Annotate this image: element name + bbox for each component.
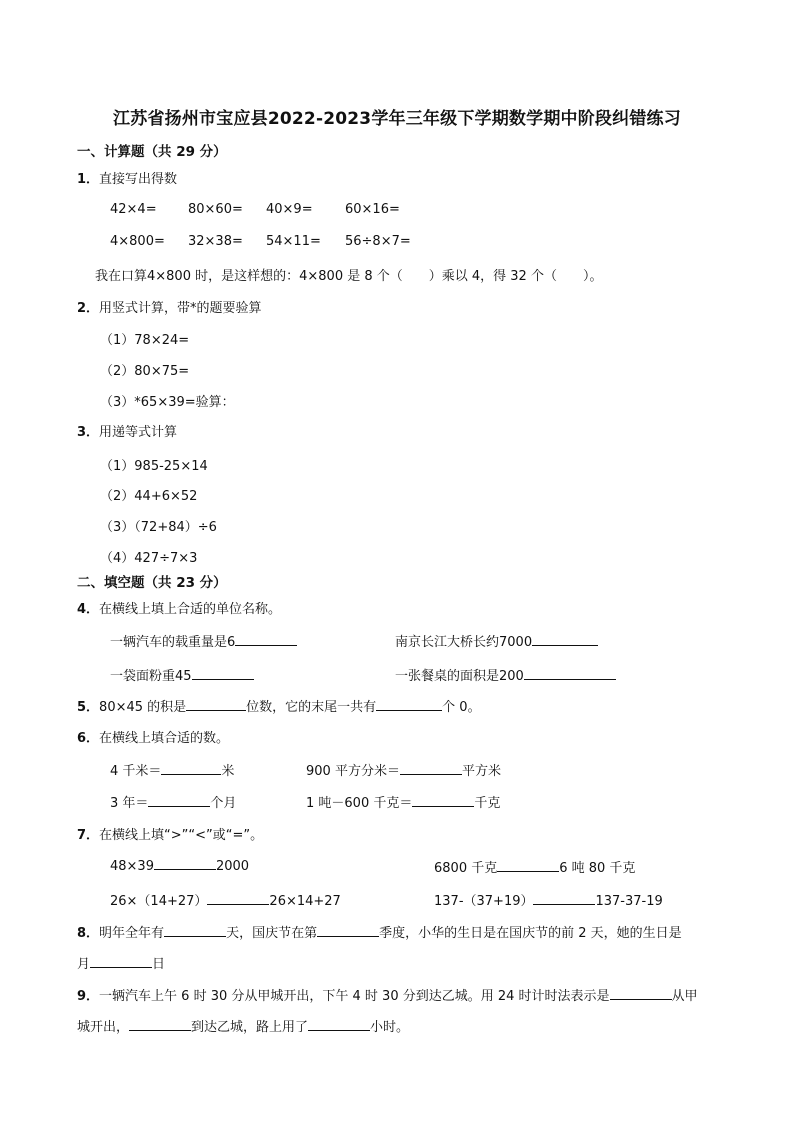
answer-blank[interactable] bbox=[400, 762, 462, 775]
item-text: 一袋面粉重45 bbox=[110, 669, 192, 684]
answer-blank[interactable] bbox=[317, 924, 379, 937]
conversion-item bbox=[306, 760, 501, 779]
question-7 bbox=[77, 824, 263, 843]
conversion-item bbox=[110, 760, 234, 779]
item-text: 6 吨 80 千克 bbox=[559, 861, 636, 876]
answer-blank[interactable] bbox=[161, 762, 221, 775]
unit-fill-item bbox=[395, 631, 598, 650]
question-text: 明年全年有 bbox=[99, 926, 165, 941]
question-number: 5． bbox=[77, 700, 100, 715]
compare-item bbox=[110, 890, 341, 909]
question-2 bbox=[77, 297, 262, 316]
section-heading-fill-in: 二、填空题（共 23 分） bbox=[77, 575, 227, 591]
question-text: 日 bbox=[152, 957, 166, 972]
question-text: 到达乙城，路上用了 bbox=[191, 1020, 309, 1035]
item-text: 千克 bbox=[474, 796, 501, 811]
question-9-continued bbox=[77, 1016, 409, 1035]
question-text: 天，国庆节在第 bbox=[226, 926, 318, 941]
item-text: 4 千米＝ bbox=[110, 764, 162, 779]
item-text: 137-37-19 bbox=[595, 894, 663, 909]
vertical-calc-item: （1）78×24= bbox=[100, 333, 190, 348]
question-text: 一辆汽车上午 6 时 30 分从甲城开出，下午 4 时 30 分到达乙城。用 24 时计时法表示是 bbox=[99, 989, 610, 1004]
oral-calc-item: 80×60= bbox=[188, 202, 243, 217]
stepwise-calc-item: （2）44+6×52 bbox=[100, 489, 198, 504]
question-number: 3． bbox=[77, 425, 100, 440]
answer-blank[interactable] bbox=[129, 1018, 191, 1031]
item-text: 6800 千克 bbox=[434, 861, 498, 876]
question-number: 4． bbox=[77, 602, 100, 617]
question-text: 小时。 bbox=[370, 1020, 410, 1035]
question-text: 月 bbox=[77, 957, 91, 972]
question-number: 8． bbox=[77, 926, 100, 941]
question-8-continued bbox=[77, 953, 165, 972]
answer-blank[interactable] bbox=[497, 859, 559, 872]
item-text: 3 年＝ bbox=[110, 796, 149, 811]
question-text: 在横线上填“>”“<”或“=”。 bbox=[99, 828, 264, 843]
question-text: 用递等式计算 bbox=[99, 425, 178, 440]
answer-blank[interactable] bbox=[164, 924, 226, 937]
answer-blank[interactable] bbox=[148, 794, 210, 807]
question-number: 2． bbox=[77, 301, 100, 316]
question-8 bbox=[77, 922, 682, 941]
unit-fill-item bbox=[110, 631, 297, 650]
oral-calc-explanation: 我在口算4×800 时，是这样想的：4×800 是 8 个（ ）乘以 4，得 32 个（ ）。 bbox=[95, 269, 603, 284]
answer-blank[interactable] bbox=[533, 892, 595, 905]
question-text: 直接写出得数 bbox=[99, 172, 178, 187]
vertical-calc-item: （3）*65×39=验算： bbox=[100, 395, 235, 410]
answer-blank[interactable] bbox=[610, 987, 672, 1000]
oral-calc-item: 32×38= bbox=[188, 234, 243, 249]
compare-item bbox=[110, 857, 249, 874]
question-number: 1． bbox=[77, 172, 100, 187]
question-number: 6． bbox=[77, 731, 100, 746]
answer-blank[interactable] bbox=[524, 667, 616, 680]
vertical-calc-item: （2）80×75= bbox=[100, 364, 190, 379]
item-text: 一张餐桌的面积是200 bbox=[395, 669, 524, 684]
unit-fill-item bbox=[395, 665, 616, 684]
item-text: 1 吨－600 千克＝ bbox=[306, 796, 413, 811]
answer-blank[interactable] bbox=[90, 955, 152, 968]
question-3 bbox=[77, 421, 177, 440]
question-9 bbox=[77, 985, 698, 1004]
question-text: 季度，小华的生日是在国庆节的前 2 天，她的生日是 bbox=[379, 926, 682, 941]
question-1 bbox=[77, 168, 177, 187]
section-heading-calculation: 一、计算题（共 29 分） bbox=[77, 144, 227, 160]
question-text: 在横线上填上合适的单位名称。 bbox=[99, 602, 282, 617]
stepwise-calc-item: （3）（72+84）÷6 bbox=[100, 520, 217, 535]
item-text: 137-（37+19） bbox=[434, 894, 534, 909]
question-text: 城开出， bbox=[77, 1020, 130, 1035]
question-number: 7． bbox=[77, 828, 100, 843]
item-text: 一辆汽车的载重量是6 bbox=[110, 635, 236, 650]
conversion-item bbox=[306, 792, 500, 811]
item-text: 26×14+27 bbox=[269, 894, 341, 909]
question-text: 个 0。 bbox=[442, 700, 481, 715]
compare-item bbox=[434, 890, 663, 909]
item-text: 2000 bbox=[215, 859, 250, 874]
item-text: 平方米 bbox=[461, 764, 501, 779]
answer-blank[interactable] bbox=[376, 698, 442, 711]
compare-item bbox=[434, 857, 635, 876]
item-text: 米 bbox=[221, 764, 235, 779]
page-title: 江苏省扬州市宝应县2022-2023学年三年级下学期数学期中阶段纠错练习 bbox=[113, 109, 681, 129]
item-text: 26×（14+27） bbox=[110, 894, 208, 909]
item-text: 个月 bbox=[210, 796, 237, 811]
question-4 bbox=[77, 598, 281, 617]
answer-blank[interactable] bbox=[192, 667, 254, 680]
oral-calc-item: 54×11= bbox=[266, 234, 321, 249]
item-text: 48×39 bbox=[110, 859, 154, 874]
conversion-item bbox=[110, 792, 236, 811]
stepwise-calc-item: （1）985-25×14 bbox=[100, 459, 208, 474]
unit-fill-item bbox=[110, 665, 254, 684]
stepwise-calc-item: （4）427÷7×3 bbox=[100, 551, 198, 566]
oral-calc-item: 40×9= bbox=[266, 202, 313, 217]
oral-calc-item: 42×4= bbox=[110, 202, 157, 217]
question-text: 在横线上填合适的数。 bbox=[99, 731, 230, 746]
question-5 bbox=[77, 696, 481, 715]
answer-blank[interactable] bbox=[186, 698, 246, 711]
answer-blank[interactable] bbox=[532, 633, 598, 646]
answer-blank[interactable] bbox=[412, 794, 474, 807]
question-text: 用竖式计算，带*的题要验算 bbox=[99, 301, 262, 316]
oral-calc-item: 4×800= bbox=[110, 234, 165, 249]
oral-calc-item: 56÷8×7= bbox=[345, 234, 411, 249]
question-text: 位数，它的末尾一共有 bbox=[246, 700, 377, 715]
question-number: 9． bbox=[77, 989, 100, 1004]
answer-blank[interactable] bbox=[235, 633, 297, 646]
answer-blank[interactable] bbox=[207, 892, 269, 905]
question-6 bbox=[77, 727, 229, 746]
question-text: 从甲 bbox=[671, 989, 698, 1004]
item-text: 900 平方分米＝ bbox=[306, 764, 400, 779]
item-text: 南京长江大桥长约7000 bbox=[395, 635, 533, 650]
oral-calc-item: 60×16= bbox=[345, 202, 400, 217]
answer-blank[interactable] bbox=[308, 1018, 370, 1031]
answer-blank[interactable] bbox=[154, 857, 216, 870]
question-text: 80×45 的积是 bbox=[99, 700, 187, 715]
